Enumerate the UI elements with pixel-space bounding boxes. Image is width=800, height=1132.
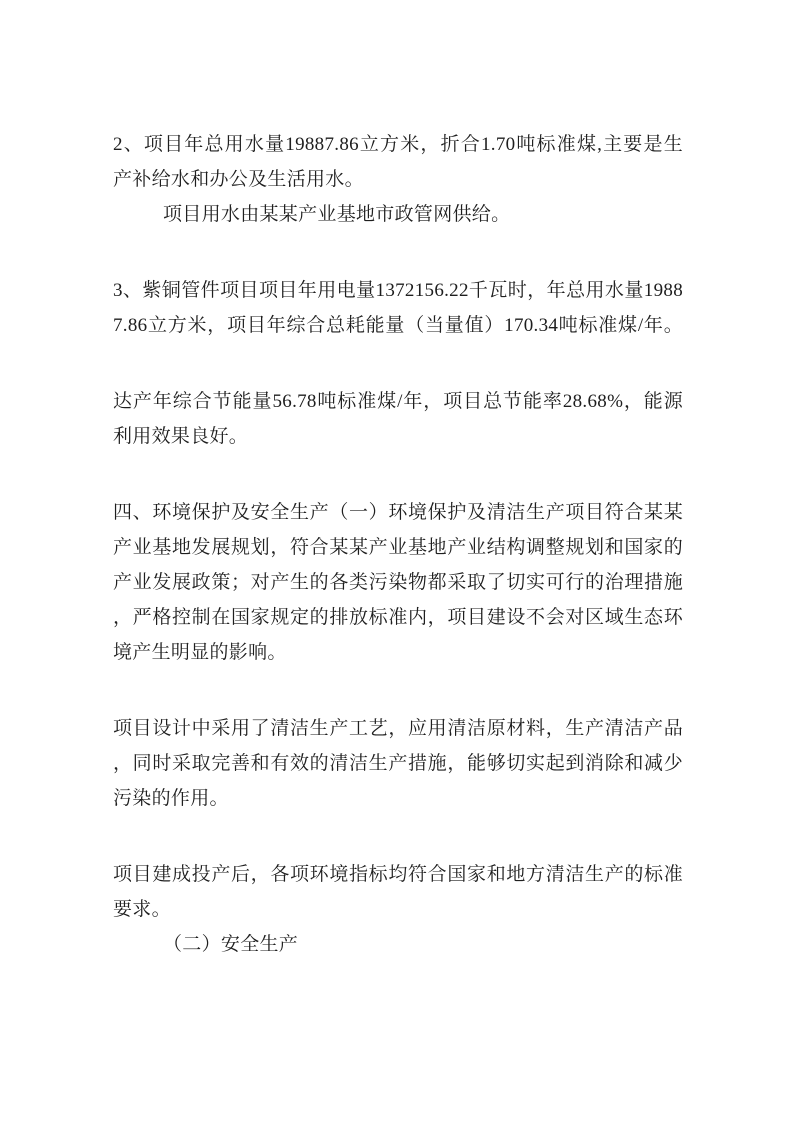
text-line: （二）安全生产 bbox=[163, 934, 299, 955]
text-line: 7.86立方米，项目年综合总耗能量（当量值）170.34吨标准煤/年。 bbox=[113, 315, 683, 336]
text-line: 产补给水和办公及生活用水。 bbox=[113, 169, 364, 190]
text-line: 项目用水由某某产业基地市政管网供给。 bbox=[163, 204, 511, 225]
paragraph bbox=[113, 495, 683, 670]
text-line: 2、项目年总用水量19887.86立方米，折合1.70吨标准煤,主要是生 bbox=[113, 134, 683, 155]
document-content bbox=[113, 127, 683, 962]
text-line: 产业基地发展规划，符合某某产业基地产业结构调整规划和国家的 bbox=[113, 537, 683, 558]
paragraph bbox=[113, 711, 683, 816]
text-line: 利用效果良好。 bbox=[113, 426, 249, 447]
text-line: 要求。 bbox=[113, 899, 171, 920]
text-line: ，同时采取完善和有效的清洁生产措施，能够切实起到消除和减少 bbox=[113, 753, 683, 774]
paragraph bbox=[113, 384, 683, 454]
text-line: 项目建成投产后，各项环境指标均符合国家和地方清洁生产的标准 bbox=[113, 864, 683, 885]
paragraph bbox=[113, 273, 683, 343]
text-line: 3、紫铜管件项目项目年用电量1372156.22千瓦时，年总用水量1988 bbox=[113, 280, 683, 301]
text-line: 产业发展政策；对产生的各类污染物都采取了切实可行的治理措施 bbox=[113, 572, 683, 593]
text-line: 四、环境保护及安全生产（一）环境保护及清洁生产项目符合某某 bbox=[113, 502, 683, 523]
text-line: 达产年综合节能量56.78吨标准煤/年，项目总节能率28.68%，能源 bbox=[113, 391, 683, 412]
paragraph bbox=[113, 857, 683, 962]
text-line: 境产生明显的影响。 bbox=[113, 642, 287, 663]
text-line: ，严格控制在国家规定的排放标准内，项目建设不会对区域生态环 bbox=[113, 607, 683, 628]
text-line: 污染的作用。 bbox=[113, 788, 229, 809]
paragraph bbox=[113, 127, 683, 232]
text-line: 项目设计中采用了清洁生产工艺，应用清洁原材料，生产清洁产品 bbox=[113, 718, 683, 739]
